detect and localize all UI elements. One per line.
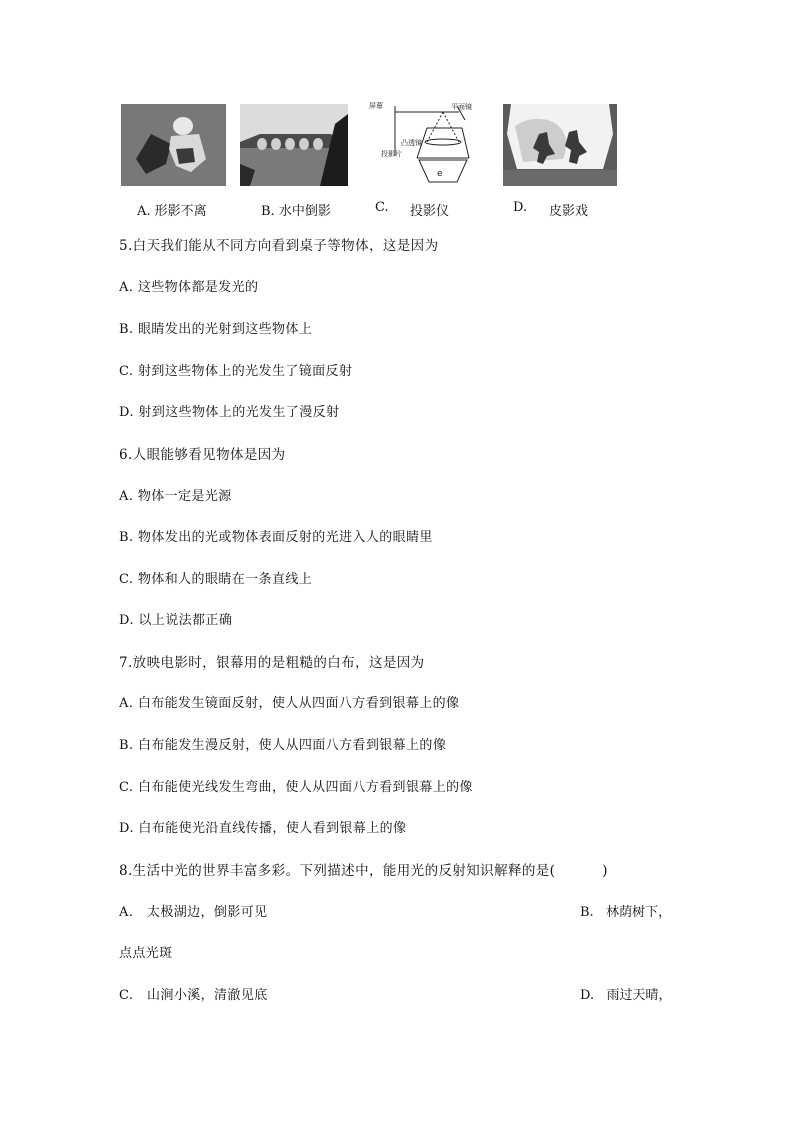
q7-option-d: D. 白布能使光沿直线传播，使人看到银幕上的像: [119, 821, 407, 836]
q6-option-c: C. 物体和人的眼睛在一条直线上: [119, 572, 313, 587]
caption-d: 皮影戏: [549, 204, 589, 219]
q7-stem: 7.放映电影时，银幕用的是粗糙的白布，这是因为: [119, 655, 425, 671]
figure-c-projector-diagram: [367, 98, 477, 190]
q5-stem: 5.白天我们能从不同方向看到桌子等物体，这是因为: [119, 238, 439, 254]
q8-option-d: D. 雨过天晴，: [580, 988, 672, 1003]
q5-option-d: D. 射到这些物体上的光发生了漫反射: [119, 405, 340, 420]
svg-text:e: e: [437, 169, 443, 179]
q5-option-b: B. 眼睛发出的光射到这些物体上: [119, 322, 313, 337]
projector-label-screen: 屏幕: [369, 102, 383, 110]
q6-option-d: D. 以上说法都正确: [119, 613, 233, 628]
projector-label-mirror: 平面镜: [451, 103, 472, 111]
q6-option-b: B. 物体发出的光或物体表面反射的光进入人的眼睛里: [119, 530, 433, 545]
figure-b-bridge-reflection-photo: [240, 104, 348, 186]
q5-option-c: C. 射到这些物体上的光发生了镜面反射: [119, 364, 353, 379]
q8-option-b-continued: 点点光斑: [119, 946, 173, 961]
q8-option-b: B. 林荫树下，: [580, 905, 672, 920]
caption-d-letter: D.: [513, 200, 528, 215]
caption-b: B. 水中倒影: [261, 204, 331, 219]
figure-a-shadow-photo: [121, 104, 226, 186]
q6-option-a: A. 物体一定是光源: [119, 489, 232, 504]
q8-option-c: C. 山涧小溪，清澈见底: [119, 988, 268, 1003]
figure-d-shadow-puppet-photo: [503, 104, 617, 186]
q8-option-a: A. 太极湖边，倒影可见: [119, 905, 268, 920]
q7-option-a: A. 白布能发生镜面反射，使人从四面八方看到银幕上的像: [119, 696, 460, 711]
q8-stem: 8.生活中光的世界丰富多彩。下列描述中，能用光的反射知识解释的是( ): [119, 863, 608, 879]
projector-label-lens: 凸透镜: [401, 139, 422, 147]
caption-c: 投影仪: [410, 204, 450, 219]
q6-stem: 6.人眼能够看见物体是因为: [119, 447, 286, 463]
caption-c-letter: C.: [375, 200, 389, 215]
q5-option-a: A. 这些物体都是发光的: [119, 280, 259, 295]
caption-a: A. 形影不离: [137, 204, 207, 219]
projector-label-slide: 投影片: [381, 150, 402, 158]
q7-option-c: C. 白布能使光线发生弯曲，使人从四面八方看到银幕上的像: [119, 780, 473, 795]
q7-option-b: B. 白布能发生漫反射，使人从四面八方看到银幕上的像: [119, 738, 447, 753]
